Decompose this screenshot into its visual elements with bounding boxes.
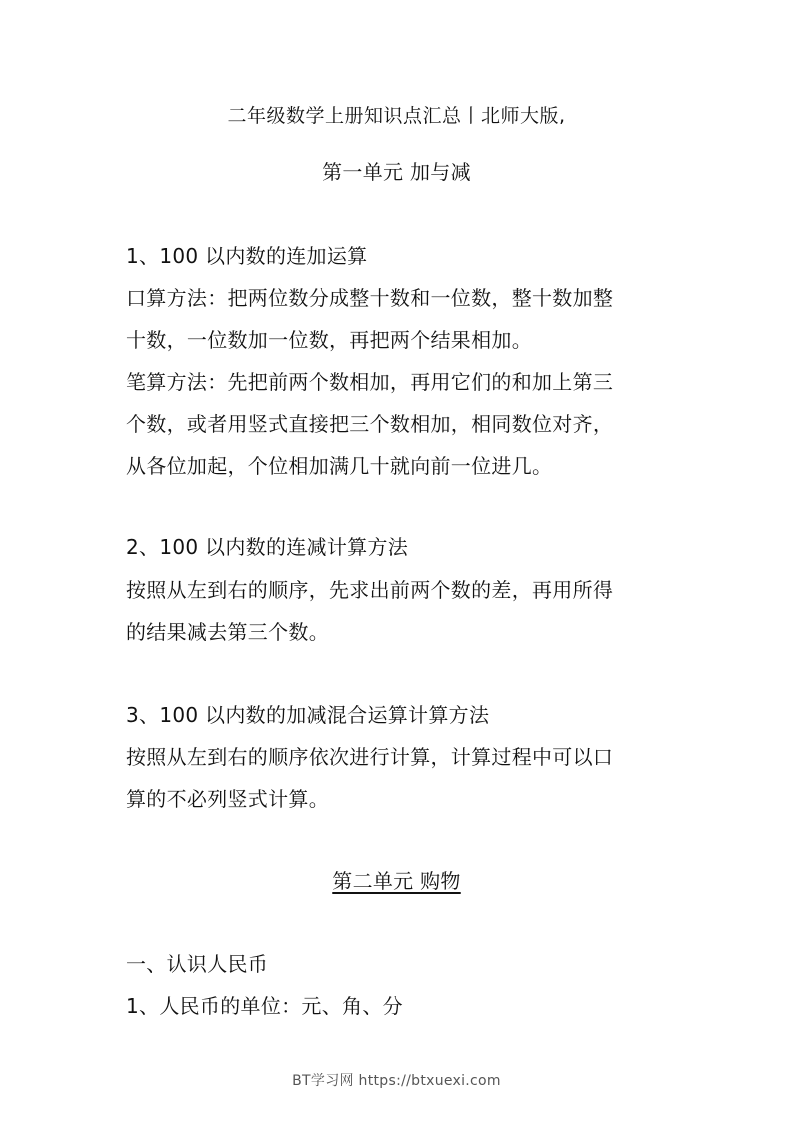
paragraph-line: 笔算方法：先把前两个数相加，再用它们的和加上第三 xyxy=(126,370,614,394)
paragraph-line: 按照从左到右的顺序，先求出前两个数的差，再用所得 xyxy=(126,578,614,602)
document-title: 二年级数学上册知识点汇总丨北师大版, xyxy=(227,105,566,127)
unit1-heading: 第一单元 加与减 xyxy=(322,160,471,184)
paragraph-line: 口算方法：把两位数分成整十数和一位数，整十数加整 xyxy=(126,286,614,310)
paragraph-line: 个数，或者用竖式直接把三个数相加，相同数位对齐， xyxy=(126,412,614,436)
unit2-heading: 第二单元 购物 xyxy=(332,869,461,893)
section3-heading: 3、100 以内数的加减混合运算计算方法 xyxy=(126,703,490,727)
section1-heading: 1、100 以内数的连加运算 xyxy=(126,244,368,268)
footer-watermark: BT学习网 https://btxuexi.com xyxy=(292,1073,501,1089)
list-item: 1、人民币的单位：元、角、分 xyxy=(126,994,403,1018)
section2-heading: 2、100 以内数的连减计算方法 xyxy=(126,535,409,559)
unit2-section1-heading: 一、认识人民币 xyxy=(126,952,269,976)
paragraph-line: 从各位加起，个位相加满几十就向前一位进几。 xyxy=(126,454,553,478)
paragraph-line: 十数，一位数加一位数，再把两个结果相加。 xyxy=(126,328,532,352)
paragraph-line: 按照从左到右的顺序依次进行计算，计算过程中可以口 xyxy=(126,745,614,769)
paragraph-line: 的结果减去第三个数。 xyxy=(126,620,329,644)
paragraph-line: 算的不必列竖式计算。 xyxy=(126,787,329,811)
